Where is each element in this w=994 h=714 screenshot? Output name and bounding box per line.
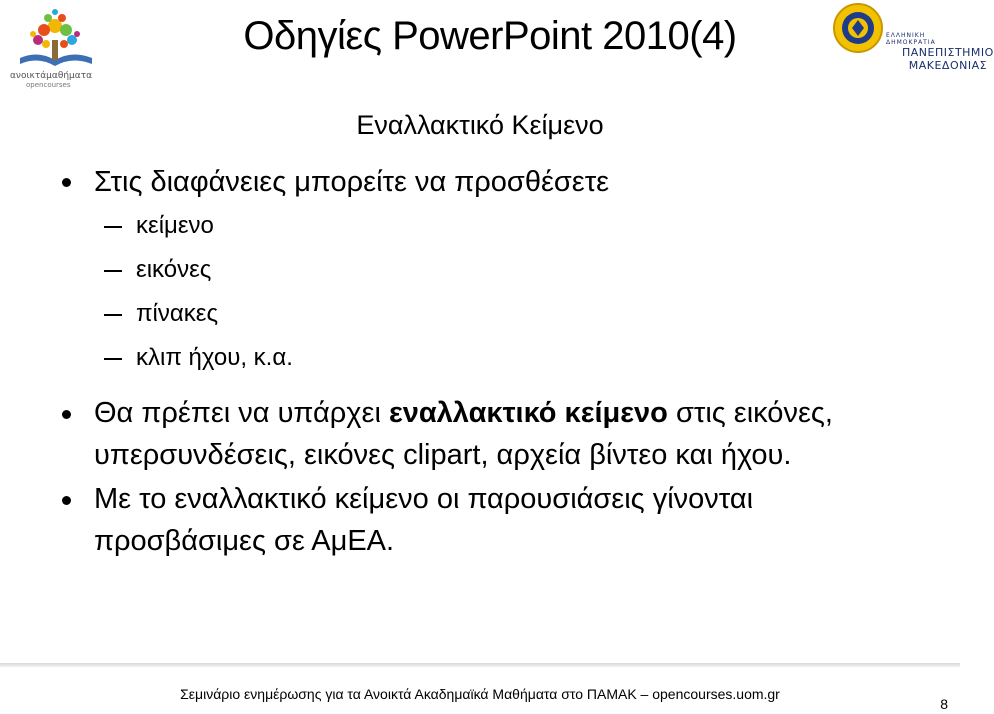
bullet-item: Στις διαφάνειες μπορείτε να προσθέσετε: [56, 160, 916, 204]
sub-item: κλιπ ήχου, κ.α.: [56, 336, 916, 380]
opencourses-logo: [6, 6, 106, 92]
university-logo: [832, 2, 994, 80]
sub-item: εικόνες: [56, 248, 916, 292]
logo-country-text: ΕΛΛΗΝΙΚΗ ΔΗΜΟΚΡΑΤΙΑ: [886, 32, 936, 46]
footer-text: Σεμινάριο ενημέρωσης για τα Ανοικτά Ακαδημαϊκά Μαθήματα στο ΠΑΜΑΚ – opencourses.uom.gr: [180, 686, 780, 702]
bullet-item: Με το εναλλακτικό κείμενο οι παρουσιάσεις γίνονται προσβάσιμες σε ΑμΕΑ.: [56, 478, 916, 562]
sub-item: πίνακες: [56, 292, 916, 336]
page-number: 8: [940, 696, 948, 712]
university-name: [902, 46, 994, 72]
footer-divider: [0, 663, 960, 667]
section-heading: Εναλλακτικό Κείμενο: [356, 110, 604, 140]
bullet-item: [56, 392, 916, 476]
bullet-emphasis: εναλλακτικό κείμενο: [388, 397, 668, 429]
university-seal-icon: [832, 2, 884, 54]
sub-item: κείμενο: [56, 204, 916, 248]
slide-title: Οδηγίες PowerPoint 2010(4): [243, 14, 737, 58]
bullet-text: στις εικόνες, υπερσυνδέσεις, εικόνες clipart, αρχεία βίντεο και ήχου.: [94, 397, 833, 471]
logo-text: ανοικτάμαθήματα: [10, 71, 93, 81]
open-courses-tree-icon: [6, 6, 106, 72]
slide-body: [56, 160, 916, 562]
logo-subtext: opencourses: [26, 81, 71, 89]
bullet-text: Θα πρέπει να υπάρχει: [94, 397, 389, 429]
university-name-line1: ΠΑΝΕΠΙΣΤΗΜΙΟ: [902, 46, 994, 59]
university-name-line2: ΜΑΚΕΔΟΝΙΑΣ: [908, 59, 988, 72]
